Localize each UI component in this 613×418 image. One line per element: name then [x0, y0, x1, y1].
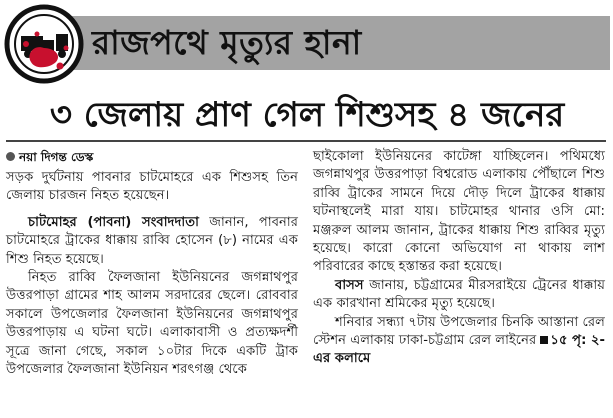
- road-accident-logo-icon: [4, 4, 84, 84]
- paragraph-chatmohar-body: জানান, পাবনার চাটমোহরে ট্রাকের ধাক্কায় রাব্বি হোসেন (৮) নামের এক শিশু নিহত হয়েছে।: [6, 214, 298, 267]
- byline: [6, 148, 298, 166]
- article-headline: ৩ জেলায় প্রাণ গেল শিশুসহ ৪ জনের: [49, 95, 565, 135]
- dateline-bss: বাসস: [335, 277, 364, 293]
- section-banner: [0, 0, 613, 84]
- lead-paragraph: সড়ক দুর্ঘটনায় পাবনার চাটমোহরে এক শিশুসহ তিন জেলায় চারজন নিহত হয়েছেন।: [6, 170, 298, 204]
- left-column: [6, 148, 298, 379]
- paragraph-bss-body: জানায়, চট্টগ্রামের মীরসরাইয়ে ট্রেনের ধাক্কায় এক কারখানা শ্রমিকের মৃত্যু হয়েছে।: [313, 277, 605, 312]
- paragraph-chatmohar: [6, 214, 298, 269]
- right-column: [313, 148, 605, 369]
- paragraph-continuation: ছাইকোলা ইউনিয়নের কাটেঙ্গা যাচ্ছিলেন। পথিমধ্যে জগন্নাথপুর উত্তরপাড়া বিশ্বরোড এলাকায় পৌঁছালে শিশু রাব্বি ট্রাকের সামনে দিয়ে দৌড় দিলে ট্রাকের ধাক্কায় ঘটনাস্থলেই মারা যায়। চাটমোহর থানার ওসি মো: মঞ্জরুল আলম জানান, ট্রাকের ধাক্কায় শিশু রাব্বির মৃত্যু হয়েছে। কারো কোনো অভিযোগ না থাকায় লাশ পরিবারের কাছে হস্তান্তর করা হয়েছে।: [313, 149, 605, 275]
- banner-title: রাজপথে মৃত্যুর হানা: [92, 23, 362, 62]
- paragraph-bss: [313, 277, 605, 314]
- continuation-text: ১৫ পৃ: ২-এর কলামে: [313, 333, 605, 367]
- paragraph-victim-details: নিহত রাব্বি ফৈলজানা ইউনিয়নের জগন্নাথপুর উত্তরপাড়া গ্রামের শাহ আলম সরদারের ছেলে। রোববার সকালে উপজেলার ফৈলজানা ইউনিয়নের জগন্নাথপুর উত্তরপাড়ায় এ ঘটনা ঘটে। এলাকাবাসী ও প্রত্যক্ষদর্শী সূত্রে জানা গেছে, সকাল ১০টার দিকে একটি ট্রাক উপজেলার ফৈলজানা ইউনিয়ন শরৎগঞ্জ থেকে: [6, 270, 298, 378]
- paragraph-train-accident: [313, 314, 605, 369]
- dateline-chatmohar: চাটমোহর (পাবনা) সংবাদদাতা: [28, 214, 199, 230]
- headline-divider: [6, 140, 606, 142]
- paragraph-train-accident-body: শনিবার সন্ধ্যা ৭টায় উপজেলার চিনকি আস্তানা রেল স্টেশন এলাকায় ঢাকা-চট্টগ্রাম রেল লাইনের: [313, 314, 605, 349]
- square-bullet-icon: [540, 336, 548, 344]
- byline-text: নয়া দিগন্ত ডেস্ক: [19, 150, 94, 164]
- bullet-icon: [6, 152, 15, 161]
